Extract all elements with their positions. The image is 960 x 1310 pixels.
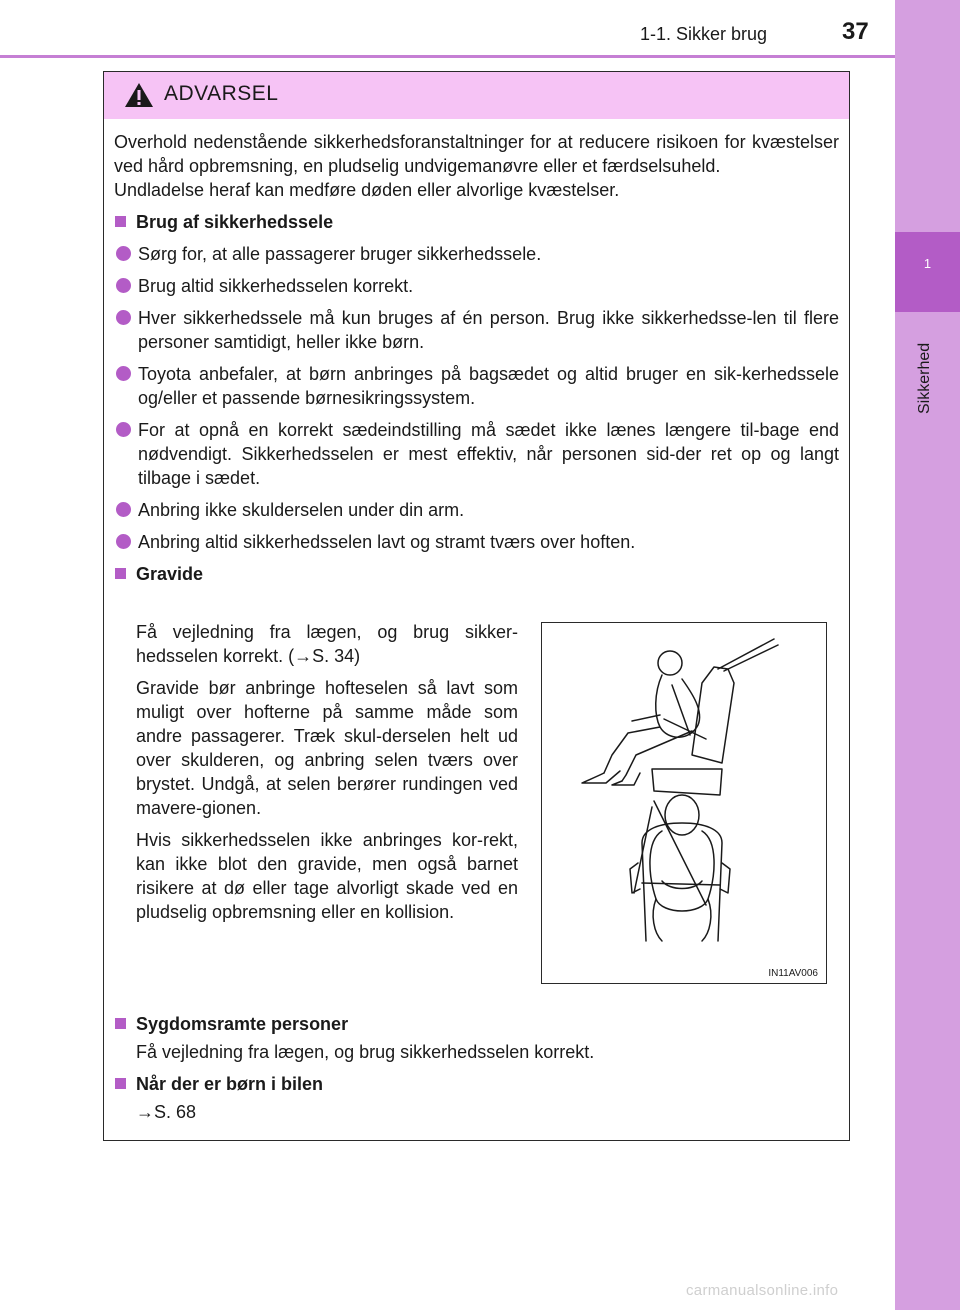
illustration-drawing [542, 623, 826, 963]
belt-item: Hver sikkerhedssele må kun bruges af én person. Brug ikke sikkerhedsse-len til flere personer samtidigt, heller ikke børn. [114, 306, 839, 354]
page-section-title: 1-1. Sikker brug [640, 24, 768, 44]
pregnant-paragraph: Hvis sikkerhedsselen ikke anbringes kor-rekt, kan ikke blot den gravide, men også barnet risikere at dø eller tage alvorligt skade ved en pludselig opbremsning eller en kollision. [136, 830, 518, 922]
warning-content [114, 130, 839, 594]
chapter-label: Sikkerhed [916, 342, 933, 414]
section-heading-ill: Sygdomsramte personer [114, 1012, 839, 1036]
chapter-side-tab [895, 0, 960, 1310]
warning-title: ADVARSEL [164, 82, 279, 105]
page-number: 37 [842, 18, 869, 45]
section-heading-children: Når der er børn i bilen [114, 1072, 839, 1096]
watermark: carmanualsonline.info [686, 1282, 839, 1299]
chapter-number: 1 [923, 256, 932, 271]
belt-item: Anbring altid sikkerhedsselen lavt og stramt tværs over hoften. [114, 530, 839, 554]
pregnant-paragraph: Gravide bør anbringe hofteselen så lavt som muligt over hofterne på samme måde som andre passagerer. Træk skul-derselen helt ud over skulderen, og anbring selen tværs over brystet. Undgå, at selen berører rundingen ved mavere-gionen. [136, 678, 518, 818]
warning-box [103, 71, 850, 1141]
figure-code: IN11AV006 [768, 968, 818, 979]
ill-text: Få vejledning fra lægen, og brug sikkerhedsselen korrekt. [136, 1042, 595, 1062]
pregnant-seatbelt-illustration [541, 622, 827, 984]
belt-item: Toyota anbefaler, at børn anbringes på bagsædet og altid bruger en sik-kerhedssele og/eller et passende børnesikringssystem. [114, 362, 839, 410]
belt-item: For at opnå en korrekt sædeindstilling må sædet ikke lænes længere til-bage end nødvendigt. Sikkerhedsselen er mest effektiv, når personen sid-der ret op og langt tilbage i sædet. [114, 418, 839, 490]
header-rule [0, 55, 895, 58]
section-heading-belt: Brug af sikkerhedssele [114, 210, 839, 234]
warning-triangle-icon [124, 82, 154, 108]
chapter-active-marker [895, 232, 960, 312]
belt-item: Sørg for, at alle passagerer bruger sikkerhedssele. [114, 242, 839, 266]
belt-item: Anbring ikke skulderselen under din arm. [114, 498, 839, 522]
chapter-label-wrap [912, 324, 936, 414]
warning-lower-content [114, 1008, 839, 1124]
pregnant-paragraph: Få vejledning fra lægen, og brug sikker-hedsselen korrekt. (→S. 34) [136, 622, 518, 666]
warning-intro: Overhold nedenstående sikkerhedsforanstaltninger for at reducere risikoen for kvæstelser ved hård opbremsning, en pludselig undvigemanøvre eller et færdselsuheld. [114, 132, 839, 176]
warning-header [104, 72, 849, 119]
belt-item: Brug altid sikkerhedsselen korrekt. [114, 274, 839, 298]
children-reference-link[interactable]: →S. 68 [136, 1102, 197, 1122]
pregnant-text [136, 620, 518, 932]
section-heading-pregnant: Gravide [114, 562, 839, 586]
warning-consequence: Undladelse heraf kan medføre døden eller alvorlige kvæstelser. [114, 180, 620, 200]
